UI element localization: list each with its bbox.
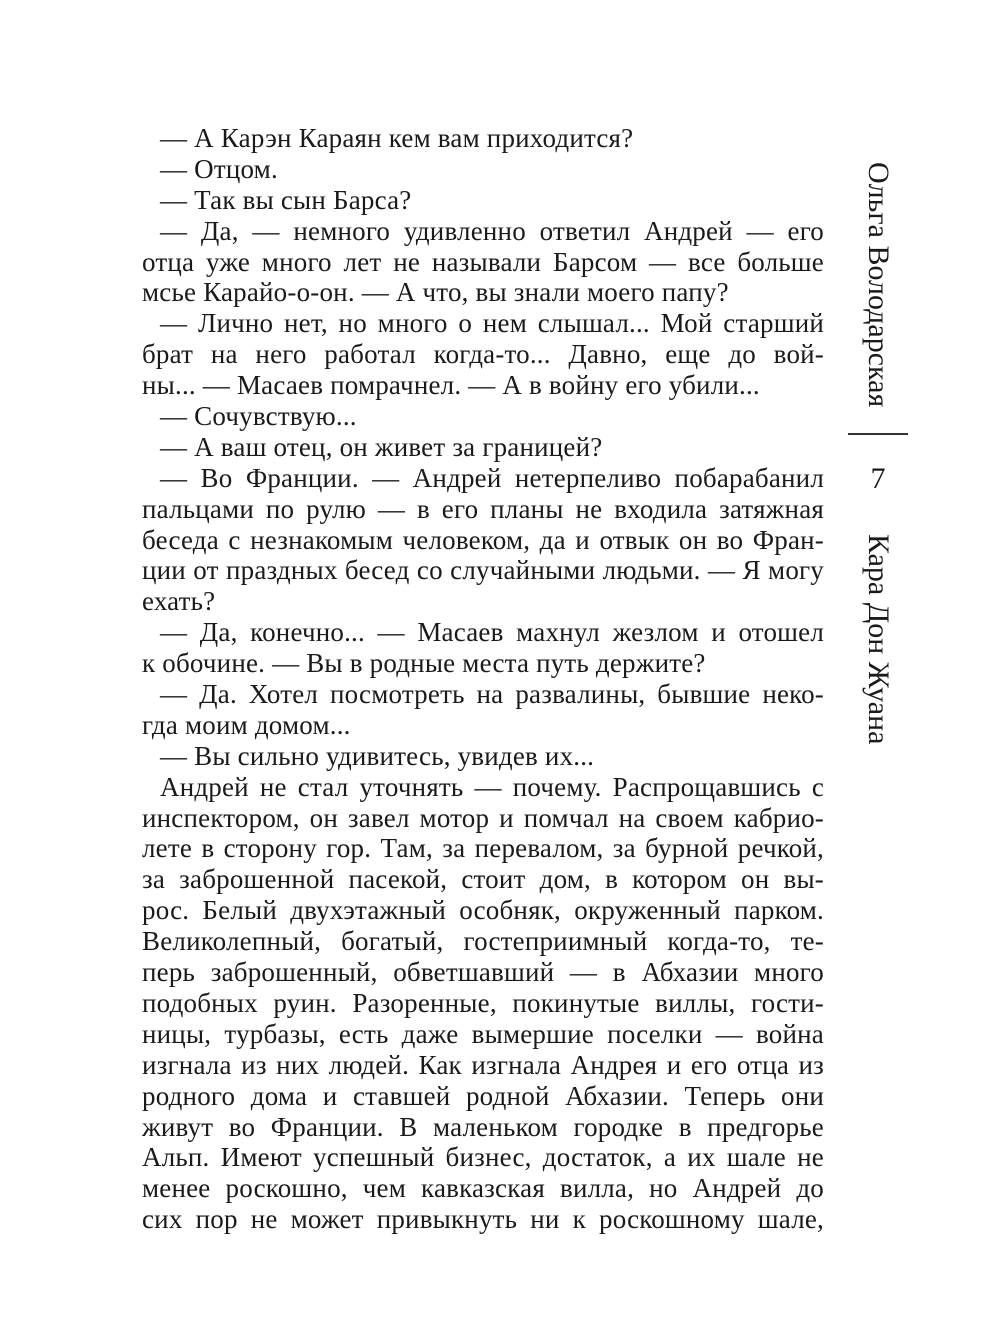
text-line: — Да, — немного удивленно ответил Андрей — его	[160, 215, 824, 246]
page-body-text	[142, 123, 824, 1235]
text-line: перь заброшенный, обветшавший — в Абхазии много	[142, 957, 824, 988]
author-name: Ольга Володарская	[862, 161, 895, 408]
text-line: изгнала из них людей. Как изгнала Андрея и его отца из	[142, 1049, 824, 1080]
text-line: — Сочувствую...	[160, 401, 357, 432]
text-line: — Отцом.	[160, 153, 278, 184]
book-title: Кара Дон Жуана	[862, 533, 895, 745]
text-line: лете в сторону гор. Там, за перевалом, за бурной речкой,	[142, 833, 824, 864]
text-line: пальцами по рулю — в его планы не входила затяжная	[142, 493, 824, 524]
text-line: — Да, конечно... — Масаев махнул жезлом и отошел	[160, 617, 824, 648]
header-divider	[848, 433, 908, 435]
text-line: гда моим домом...	[142, 709, 351, 740]
text-line: — Лично нет, но много о нем слышал... Мой старший	[160, 308, 824, 339]
text-line: за заброшенной пасекой, стоит дом, в котором он вы-	[142, 864, 824, 895]
text-line: сих пор не может привыкнуть ни к роскошному шале,	[142, 1204, 824, 1235]
text-line: — Вы сильно удивитесь, увидев их...	[160, 740, 595, 771]
text-line: — А ваш отец, он живет за границей?	[160, 431, 603, 462]
text-line: родного дома и ставшей родной Абхазии. Теперь они	[142, 1080, 824, 1111]
text-line: ницы, турбазы, есть даже вымершие поселки — война	[142, 1018, 824, 1049]
text-line: подобных руин. Разоренные, покинутые виллы, гости-	[142, 987, 824, 1018]
text-line: отца уже много лет не называли Барсом — все больше	[142, 246, 824, 277]
text-line: менее роскошно, чем кавказская вилла, но Андрей до	[142, 1173, 824, 1204]
text-line: ехать?	[142, 586, 216, 617]
text-line: рос. Белый двухэтажный особняк, окруженный парком.	[142, 895, 824, 926]
text-line: живут во Франции. В маленьком городке в предгорье	[142, 1111, 824, 1142]
text-line: беседа с незнакомым человеком, да и отвык он во Фран-	[142, 524, 824, 555]
running-header	[848, 152, 908, 762]
text-line: Великолепный, богатый, гостеприимный когда-то, те-	[142, 926, 824, 957]
text-line: брат на него работал когда-то... Давно, еще до вой-	[142, 339, 824, 370]
text-line: ны... — Масаев помрачнел. — А в войну его убили...	[142, 370, 760, 401]
text-line: — А Карэн Караян кем вам приходится?	[160, 123, 634, 153]
text-line: инспектором, он завел мотор и помчал на своем кабрио-	[142, 802, 824, 833]
text-line: ции от праздных бесед со случайными людьми. — Я могу	[142, 555, 824, 586]
text-line: мсье Карайо-о-он. — А что, вы знали моего папу?	[142, 277, 729, 308]
text-line: — Так вы сын Барса?	[160, 184, 412, 215]
text-line: — Да. Хотел посмотреть на развалины, бывшие неко-	[160, 679, 824, 710]
text-line: Андрей не стал уточнять — почему. Распрощавшись с	[160, 771, 824, 802]
text-line: Альп. Имеют успешный бизнес, достаток, а их шале не	[142, 1142, 824, 1173]
text-line: к обочине. — Вы в родные места путь держите?	[142, 648, 706, 679]
page-number: 7	[870, 462, 886, 495]
text-line: — Во Франции. — Андрей нетерпеливо побарабанил	[160, 462, 824, 493]
